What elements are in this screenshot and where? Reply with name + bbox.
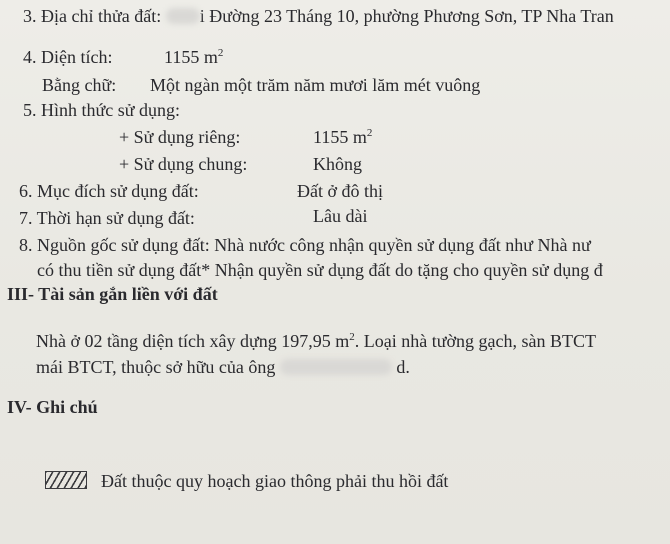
address-partial-char: i <box>199 6 205 26</box>
redacted-house-number <box>166 8 200 24</box>
shared-use-value: Không <box>313 154 362 174</box>
private-use-value-text: 1155 m <box>313 127 367 147</box>
address-line <box>23 5 614 27</box>
redacted-owner-name <box>280 359 392 375</box>
section-iv-heading: IV- Ghi chú <box>7 397 98 417</box>
land-term-value: Lâu dài <box>313 206 368 226</box>
legend-text: Đất thuộc quy hoạch giao thông phải thu hồi đất <box>101 471 449 491</box>
private-use-label: + Sử dụng riêng: <box>119 127 241 147</box>
land-term-label: 7. Thời hạn sử dụng đất: <box>19 208 195 228</box>
area-label: 4. Diện tích: <box>23 47 113 67</box>
address-label: 3. Địa chỉ thửa đất: <box>23 6 162 26</box>
asset-line1-a: Nhà ở 02 tầng diện tích xây dựng 197,95 m <box>36 331 350 351</box>
private-use-value <box>313 126 372 148</box>
asset-line2 <box>36 356 410 378</box>
area-value-text: 1155 m <box>164 47 218 67</box>
land-purpose-label: 6. Mục đích sử dụng đất: <box>19 181 199 201</box>
land-origin-line2: có thu tiền sử dụng đất* Nhận quyền sử dụng đất do tặng cho quyền sử dụng đ <box>37 260 603 280</box>
asset-line2-a: mái BTCT, thuộc sở hữu của ông <box>36 357 276 377</box>
shared-use-label: + Sử dụng chung: <box>119 154 248 174</box>
asset-line1-b: . Loại nhà tường gạch, sàn BTCT <box>354 331 596 351</box>
hatched-legend-swatch <box>45 471 87 489</box>
area-words: Một ngàn một trăm năm mươi lăm mét vuông <box>150 75 481 95</box>
private-use-value-exp: 2 <box>366 127 373 139</box>
area-value-exp: 2 <box>217 47 224 59</box>
asset-line1-exp: 2 <box>349 331 355 343</box>
area-value <box>164 46 223 68</box>
land-origin-line1: 8. Nguồn gốc sử dụng đất: Nhà nước công nhận quyền sử dụng đất như Nhà nư <box>19 235 591 255</box>
asset-line1 <box>36 330 596 352</box>
area-words-label: Bằng chữ: <box>42 75 117 95</box>
address-value: Đường 23 Tháng 10, phường Phương Sơn, TP Nha Tran <box>209 6 614 26</box>
usage-form-label: 5. Hình thức sử dụng: <box>23 100 181 120</box>
section-iii-heading: III- Tài sản gắn liền với đất <box>7 284 218 304</box>
land-purpose-value: Đất ở đô thị <box>297 181 384 201</box>
asset-line2-b: d. <box>396 357 410 377</box>
